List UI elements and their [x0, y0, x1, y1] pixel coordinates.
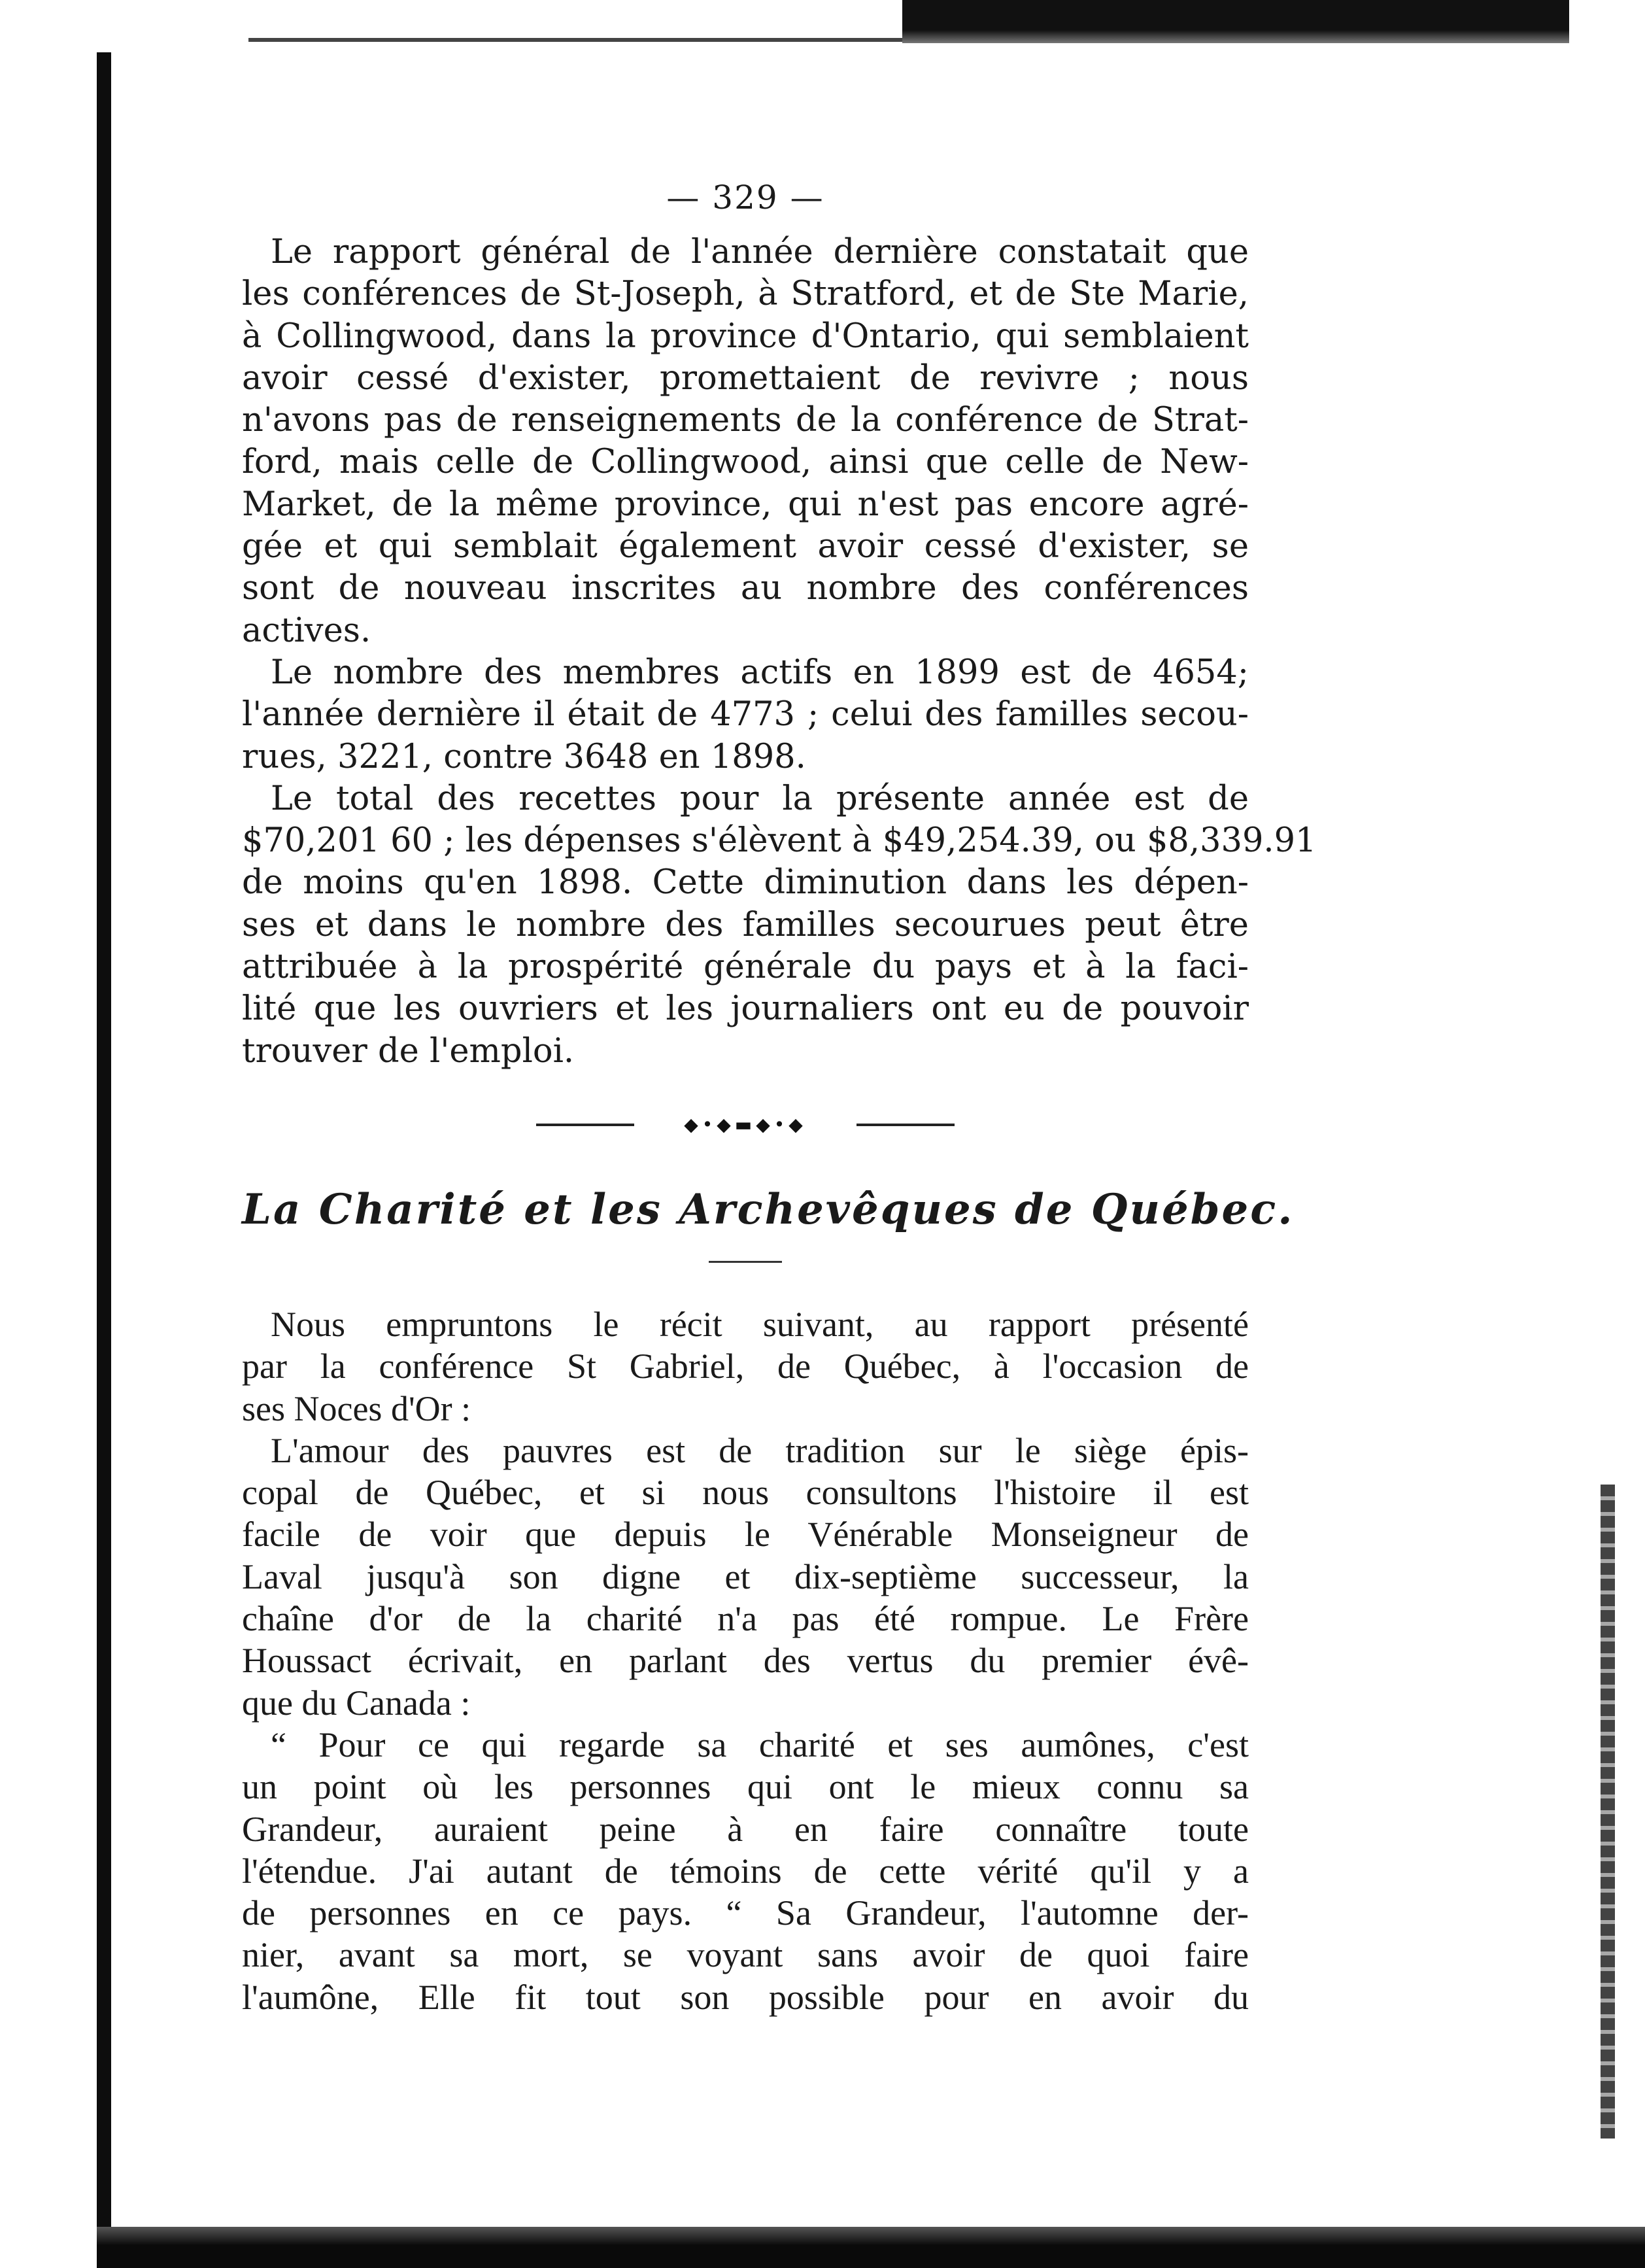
text-line: lité que les ouvriers et les journaliers ont eu de pouvoir — [242, 989, 1249, 1029]
section-1-body — [242, 232, 1317, 1073]
text-line: l'étendue. J'ai autant de témoins de cette vérité qu'il y a — [242, 1851, 1249, 1891]
paragraph-conferences-report — [242, 232, 1249, 652]
paragraph-intro — [242, 1303, 1249, 1430]
book-page — [242, 177, 1317, 2018]
paragraph-members-count — [242, 652, 1249, 778]
text-line: sont de nouveau inscrites au nombre des conférences — [242, 569, 1249, 608]
text-line: l'année dernière il était de 4773 ; celui des familles secou- — [242, 695, 1249, 734]
paragraph-tradition — [242, 1430, 1249, 1724]
text-line: trouver de l'emploi. — [242, 1031, 575, 1071]
title-underline — [709, 1261, 782, 1263]
text-line: avoir cessé d'exister, promettaient de revivre ; nous — [242, 358, 1249, 398]
page-number: — 329 — — [666, 179, 824, 216]
ornamental-divider — [242, 1093, 1249, 1171]
text-line: Grandeur, auraient peine à en faire connaître toute — [242, 1809, 1249, 1849]
text-line: ses Noces d'Or : — [242, 1388, 471, 1428]
text-line: l'aumône, Elle fit tout son possible pour en avoir du — [242, 1977, 1249, 2017]
text-line: à Collingwood, dans la province d'Ontario, qui semblaient — [242, 317, 1249, 356]
text-line: Market, de la même province, qui n'est pas encore agré- — [242, 485, 1249, 524]
text-line: les conférences de St-Joseph, à Stratford, et de Ste Marie, — [242, 275, 1249, 314]
scan-border-top-thin — [248, 38, 902, 42]
text-line: rues, 3221, contre 3648 en 1898. — [242, 737, 806, 776]
paragraph-receipts-expenses — [242, 778, 1317, 1073]
text-line: Houssact écrivait, en parlant des vertus du premier évê- — [242, 1641, 1249, 1681]
text-line: copal de Québec, et si nous consultons l'histoire il est — [242, 1473, 1249, 1513]
text-line: par la conférence St Gabriel, de Québec, à l'occasion de — [242, 1347, 1249, 1386]
divider-ornament-icon: ◆•◆▬◆•◆ — [634, 1116, 856, 1134]
text-line: L'amour des pauvres est de tradition sur le siège épis- — [271, 1430, 1249, 1470]
text-line: ford, mais celle de Collingwood, ainsi que celle de New- — [242, 443, 1249, 482]
text-line: chaîne d'or de la charité n'a pas été rompue. Le Frère — [242, 1599, 1249, 1639]
text-line: Nous empruntons le récit suivant, au rapport présenté — [271, 1304, 1249, 1344]
text-line: Laval jusqu'à son digne et dix-septième successeur, la — [242, 1556, 1249, 1596]
scan-border-top — [902, 0, 1569, 43]
text-line: Le total des recettes pour la présente année est de — [271, 779, 1249, 818]
text-line: actives. — [242, 611, 371, 650]
text-line: gée et qui semblait également avoir cessé d'exister, se — [242, 527, 1249, 566]
text-line: un point où les personnes qui ont le mieux connu sa — [242, 1767, 1249, 1807]
scan-border-bottom — [97, 2227, 1645, 2268]
text-line: que du Canada : — [242, 1683, 471, 1723]
text-line: attribuée à la prospérité générale du pays et à la faci- — [242, 948, 1249, 987]
text-line: Le nombre des membres actifs en 1899 est de 4654; — [271, 653, 1249, 692]
text-line: $70,201 60 ; les dépenses s'élèvent à $49,254.39, ou $8,339.91 — [242, 821, 1317, 861]
scan-border-left — [97, 52, 111, 2268]
text-line: nier, avant sa mort, se voyant sans avoir de quoi faire — [242, 1935, 1249, 1975]
text-line: “ Pour ce qui regarde sa charité et ses aumônes, c'est — [271, 1725, 1249, 1764]
text-line: facile de voir que depuis le Vénérable Monseigneur de — [242, 1515, 1249, 1555]
text-line: n'avons pas de renseignements de la conférence de Strat- — [242, 401, 1249, 440]
text-line: ses et dans le nombre des familles secourues peut être — [242, 905, 1249, 944]
text-line: Le rapport général de l'année dernière constatait que — [271, 233, 1249, 271]
text-line: de moins qu'en 1898. Cette diminution dans les dépen- — [242, 863, 1249, 902]
section-title: La Charité et les Archevêques de Québec. — [242, 1184, 1295, 1234]
section-2-body — [242, 1303, 1249, 2018]
text-line: de personnes en ce pays. “ Sa Grandeur, l'automne der- — [242, 1893, 1249, 1933]
scan-border-right — [1601, 1485, 1615, 2139]
paragraph-quotation — [242, 1724, 1249, 2018]
